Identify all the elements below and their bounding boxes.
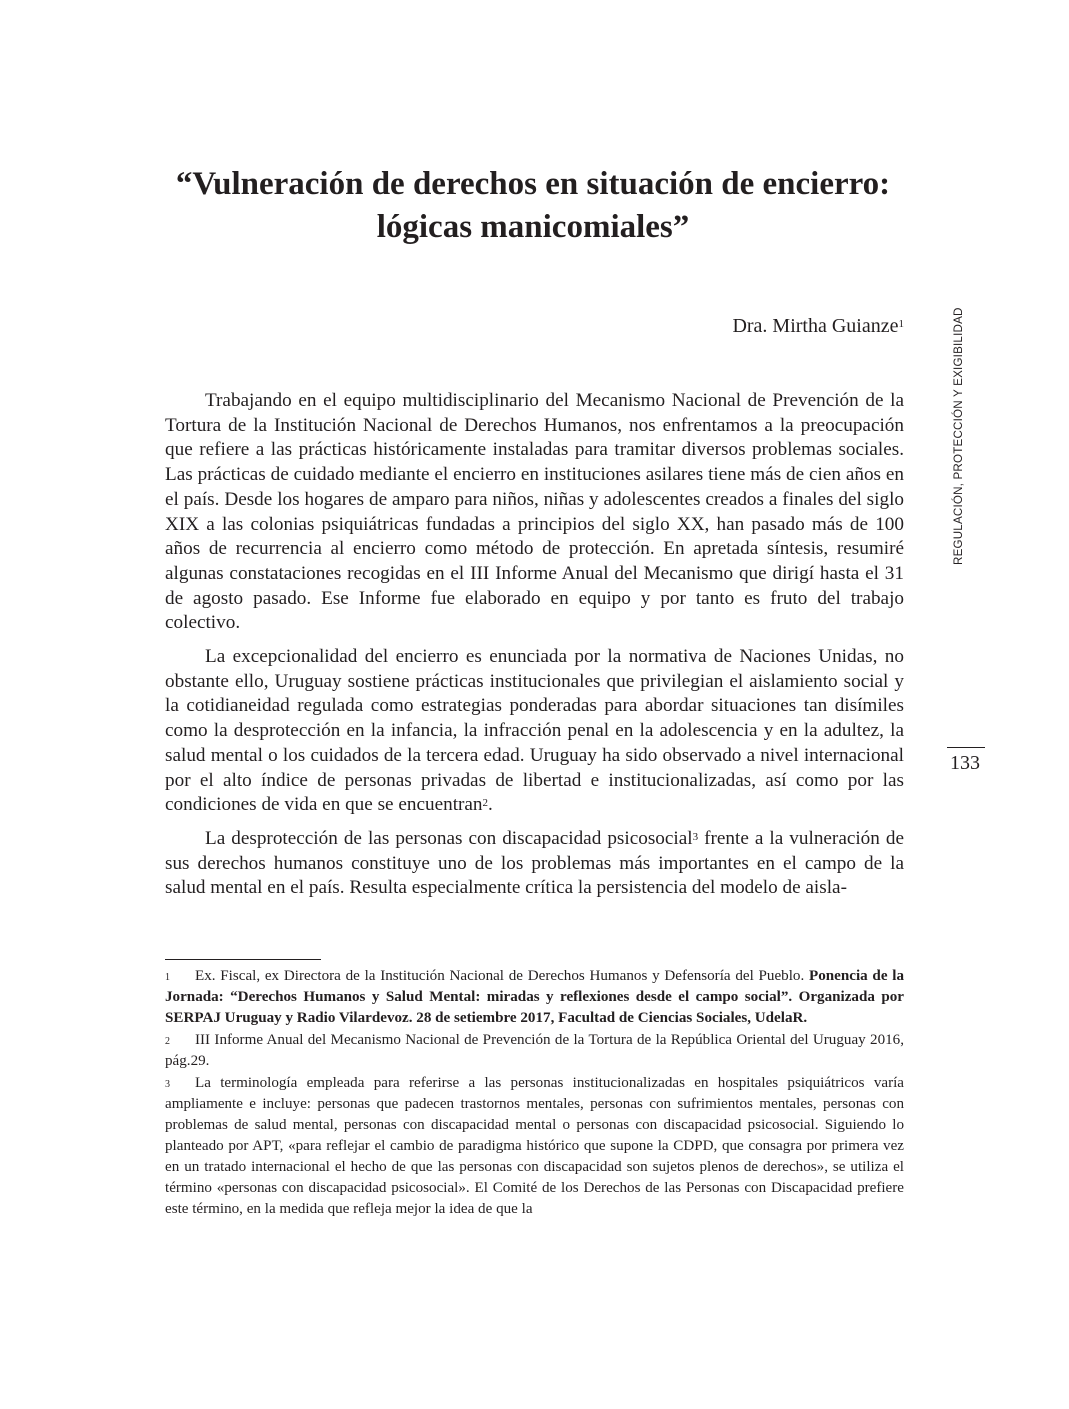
footnote-number: 1 [165, 972, 170, 983]
footnote-divider [165, 959, 321, 960]
footnote-3-text: La terminología empleada para referirse a las personas institucionalizadas en hospitales psiquiátricos varía ampliamente e incluye: personas que padecen trastornos mentales, personas con sufrimientos mentales, personas con problemas de salud mental, personas con discapacidad mental o personas con discapacidad psicosocial. Siguiendo lo planteado por APT, «para reflejar el cambio de paradigma histórico que supone la CDPD, que consagra por primera vez en un tratado internacional el hecho de que las personas con discapacidad son sujetos plenos de derechos», se utiliza el término «personas con discapacidad psicosocial». El Comité de los Derechos de las Personas con Discapacidad prefiere este término, en la medida que refleja mejor la idea de que la [165, 1075, 904, 1217]
title-line-2: lógicas manicomiales” [376, 209, 690, 245]
footnote-ref-2[interactable]: 2 [482, 797, 489, 810]
author-name: Dra. Mirtha Guianze [732, 315, 899, 337]
paragraph-2 [165, 645, 904, 818]
footnote-1-text: Ex. Fiscal, ex Directora de la Institución Nacional de Derechos Humanos y Defensoría del Pueblo. [195, 968, 809, 984]
running-header-text: REGULACIÓN, PROTECCIÓN Y EXIGIBILIDAD [952, 307, 965, 565]
paragraph-3 [165, 827, 904, 901]
footnote-1-bold-text: Ponencia de la Jornada: “Derechos Humanos y Salud Mental: miradas y reflexiones desde el campo social”. Organizada por SERPAJ Uruguay y Radio Vilardevoz. 28 de setiembre 2017, Facultad de Ciencias Sociales, UdelaR. [165, 968, 905, 1026]
article-body [165, 389, 904, 910]
title-line-1: “Vulneración de derechos en situación de encierro: [175, 166, 891, 202]
footnote-number: 2 [165, 1036, 170, 1047]
footnotes [165, 966, 904, 1221]
footnote-2 [165, 1030, 904, 1072]
paragraph-1: Trabajando en el equipo multidisciplinario del Mecanismo Nacional de Prevención de la Tortura de la Institución Nacional de Derechos Humanos, nos enfrentamos a la preocupación que refiere a las prácticas históricamente instaladas para tramitar diversos problemas sociales. Las prácticas de cuidado mediante el encierro en instituciones asilares tiene más de cien años en el país. Desde los hogares de amparo para niños, niñas y adolescentes creados a finales del siglo XIX a las colonias psiquiátricas fundadas a principios del siglo XX, han pasado más de 100 años de recurrencia al encierro como método de protección. En apretada síntesis, resumiré algunas constataciones recogidas en el III Informe Anual del Mecanismo que dirigí hasta el 31 de agosto pasado. Ese Informe fue elaborado en equipo y por tanto es fruto del trabajo colectivo. [165, 390, 904, 634]
paragraph-2-text: La excepcionalidad del encierro es enunciada por la normativa de Naciones Unidas, no obstante ello, Uruguay sostiene prácticas institucionales que privilegian el aislamiento social y la cotidianeidad regulada como estrategias ponderadas para abordar situaciones tan disímiles como la desprotección en la infancia, la infracción penal en la adolescencia y en la adultez, la salud mental o los cuidados de la tercera edad. Uruguay ha sido observado a nivel internacional por el alto índice de personas privadas de libertad e institucionalizadas, así como por las condiciones de vida en que se encuentran [165, 646, 904, 816]
page-number-rule [947, 747, 985, 748]
paragraph-3-text-b: frente a la vulneración de sus derechos humanos constituye uno de los problemas más importantes en el campo de la salud mental en el país. Resulta especialmente crítica la persistencia del modelo de aisla- [165, 827, 905, 899]
running-header [953, 300, 967, 565]
footnote-number: 3 [165, 1079, 170, 1090]
page-number: 133 [950, 752, 980, 774]
footnote-2-text: III Informe Anual del Mecanismo Nacional de Prevención de la Tortura de la República Oriental del Uruguay 2016, pág.29. [165, 1032, 904, 1069]
author-byline [732, 312, 904, 340]
footnote-ref-3[interactable]: 3 [692, 830, 699, 843]
article-title [120, 163, 946, 249]
footnote-3 [165, 1073, 904, 1220]
paragraph-3-text-a: La desprotección de las personas con discapacidad psicosocial [205, 827, 693, 849]
paragraph-2-end: . [488, 794, 493, 816]
author-footnote-ref[interactable]: 1 [898, 318, 904, 330]
footnote-1 [165, 966, 904, 1029]
